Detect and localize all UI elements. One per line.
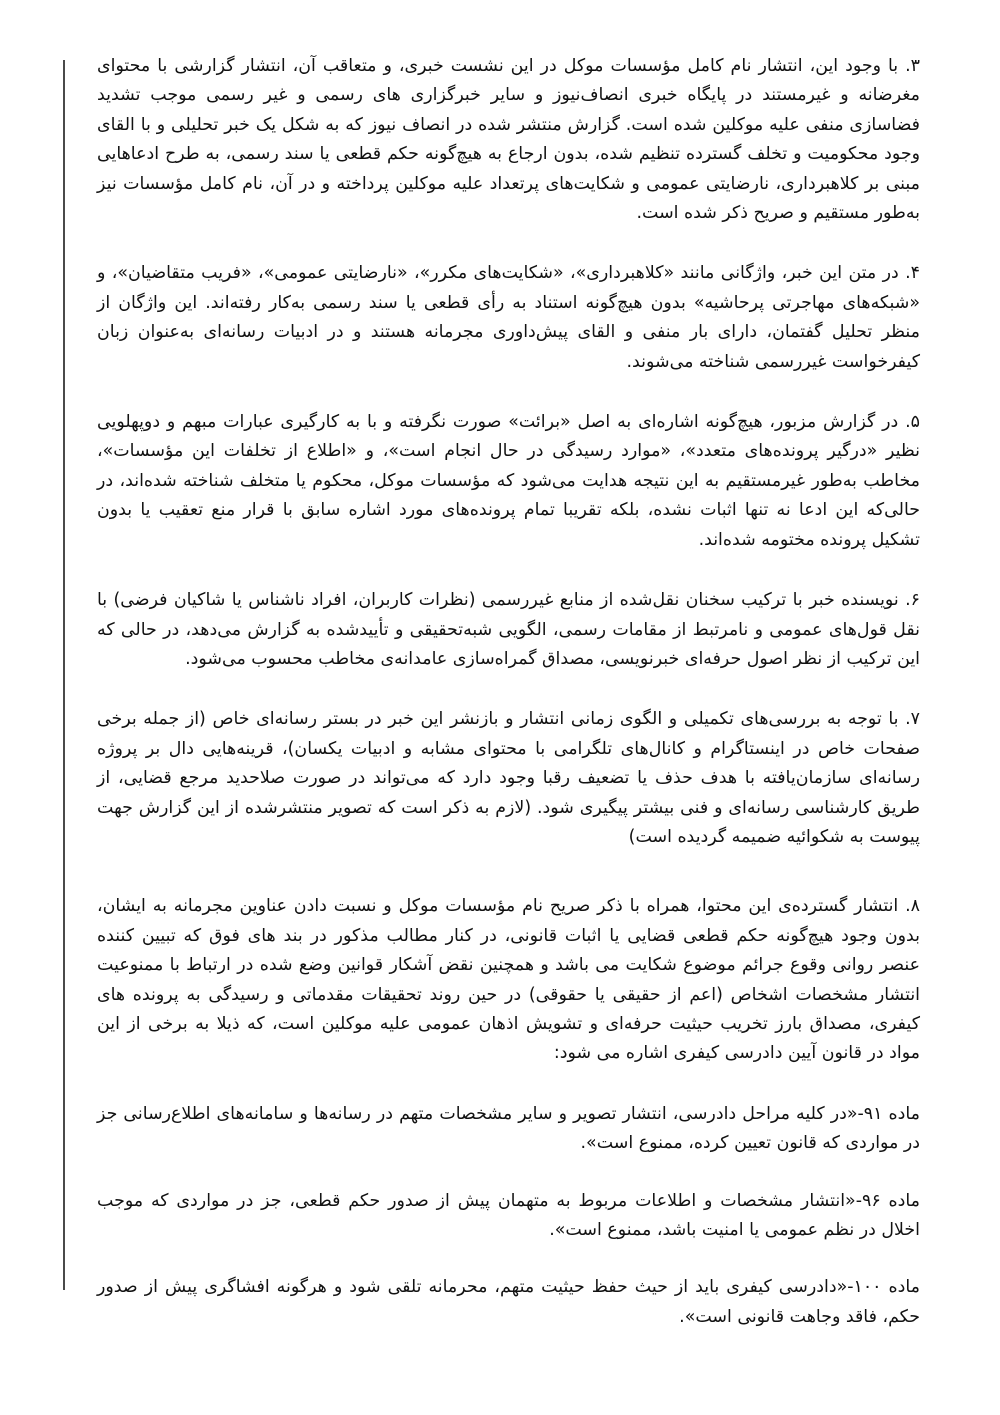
document-body [97,52,920,1360]
numbered-paragraph-6: ۶. نویسنده خبر با ترکیب سخنان نقل‌شده از منابع غیررسمی (نظرات کاربران، افراد ناشناس یا شاکیان فرضی) با نقل قول‌های عمومی و نامرتبط از مقامات رسمی، الگویی شبه‌تحقیقی و تأییدشده به گزارش می‌دهد، در حالی که این ترکیب از نظر اصول حرفه‌ای خبرنویسی، مصداق گمراه‌سازی عامدانه‌ی مخاطب محسوب می‌شود. [97,590,920,669]
legal-article-96: ماده ۹۶-«انتشار مشخصات و اطلاعات مربوط به متهمان پیش از صدور حکم قطعی، جز در مواردی که موجب اخلال در نظم عمومی یا امنیت باشد، ممنوع است». [97,1190,920,1240]
left-margin-rule [63,60,65,1290]
numbered-paragraph-4: ۴. در متن این خبر، واژگانی مانند «کلاهبرداری»، «شکایت‌های مکرر»، «نارضایتی عمومی»، «فریب متقاضیان»، و «شبکه‌های مهاجرتی پرحاشیه» بدون هیچ‌گونه استناد به رأی قطعی یا سند رسمی به‌کار رفته‌اند. این واژگان از منظر تحلیل گفتمان، دارای بار منفی و القای پیش‌داوری مجرمانه هستند و در ادبیات رسانه‌ای به‌عنوان زبان کیفرخواست غیررسمی شناخته می‌شوند. [97,263,920,372]
numbered-paragraph-7: ۷. با توجه به بررسی‌های تکمیلی و الگوی زمانی انتشار و بازنشر این خبر در بستر رسانه‌ای خاص (از جمله برخی صفحات خاص در اینستاگرام و کانال‌های تلگرامی با محتوای مشابه و ادبیات یکسان)، قرینه‌هایی دال بر پروژه رسانه‌ای سازمان‌یافته با هدف حذف یا تضعیف رقبا وجود دارد که می‌تواند در صورت صلاحدید مرجع قضایی، از طریق کارشناسی رسانه‌ای و فنی بیشتر پیگیری شود. (لازم به ذکر است که تصویر منتشرشده از این گزارش جهت پیوست به شکوائیه ضمیمه گردیده است) [97,709,920,847]
numbered-paragraph-8: ۸. انتشار گسترده‌ی این محتوا، همراه با ذکر صریح نام مؤسسات موکل و نسبت دادن عناوین مجرمانه به ایشان، بدون وجود هیچ‌گونه حکم قطعی قضایی یا اثبات قانونی، در کنار مطالب مذکور در بند های فوق که تبیین کننده عنصر روانی وقوع جرائم موضوع شکایت می باشد و همچنین نقض آشکار قوانین وضع شده در ارتباط با ممنوعیت انتشار مشخصات اشخاص (اعم از حقیقی یا حقوقی) در حین روند تحقیقات مقدماتی و رسیدگی به پرونده های کیفری، مصداق بارز تخریب حیثیت حرفه‌ای و تشویش اذهان عمومی علیه موکلین است، که ذیلا به برخی از این مواد در قانون آیین دادرسی کیفری اشاره می شود: [97,896,920,1064]
legal-article-100: ماده ۱۰۰-«دادرسی کیفری باید از حیث حفظ حیثیت متهم، محرمانه تلقی شود و هرگونه افشاگری پیش از صدور حکم، فاقد وجاهت قانونی است». [97,1277,920,1327]
legal-article-91: ماده ۹۱-«در کلیه مراحل دادرسی، انتشار تصویر و سایر مشخصات متهم در رسانه‌ها و سامانه‌های اطلاع‌رسانی جز در مواردی که قانون تعیین کرده، ممنوع است». [97,1103,920,1154]
numbered-paragraph-3: ۳. با وجود این، انتشار نام کامل مؤسسات موکل در این نشست خبری، و متعاقب آن، انتشار گزارشی با محتوای مغرضانه و غیرمستند در پایگاه خبری انصاف‌نیوز و سایر خبرگزاری های رسمی و غیر رسمی موجب تشدید فضاسازی منفی علیه موکلین شده است. گزارش منتشر شده در انصاف نیوز که به شکل یک خبر تحلیلی و با القای وجود محکومیت و تخلف گسترده تنظیم شده، بدون ارجاع به هیچ‌گونه حکم قطعی یا سند رسمی، به طرح ادعاهایی مبنی بر کلاهبرداری، نارضایتی عمومی و شکایت‌های پرتعداد علیه موکلین پرداخته و در آن، نام کامل مؤسسات نیز به‌طور مستقیم و صریح ذکر شده است. [97,56,920,224]
numbered-paragraph-5: ۵. در گزارش مزبور، هیچ‌گونه اشاره‌ای به اصل «برائت» صورت نگرفته و با به کارگیری عبارات مبهم و دوپهلویی نظیر «درگیر پرونده‌های متعدد»، «موارد رسیدگی در حال انجام است»، و «اطلاع از تخلفات این مؤسسات»، مخاطب به‌طور غیرمستقیم به این نتیجه هدایت می‌شود که مؤسسات موکل، محکوم یا متخلف شناخته شده‌اند، در حالی‌که این ادعا نه تنها اثبات نشده، بلکه تقریبا تمام پرونده‌های مورد اشاره سابق با قرار منع تعقیب یا بدون تشکیل پرونده مختومه شده‌اند. [97,412,920,550]
